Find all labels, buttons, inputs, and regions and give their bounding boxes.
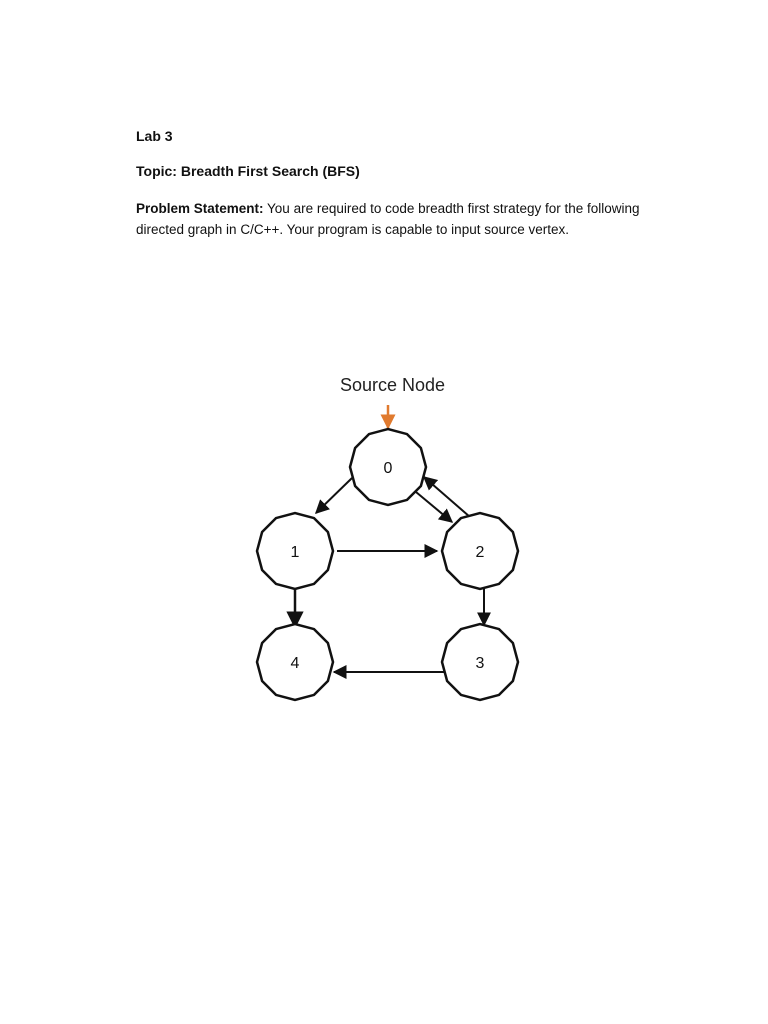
- edge-2-to-0: [424, 477, 470, 517]
- node-label: 4: [290, 655, 300, 672]
- node-4: [257, 624, 333, 700]
- lab-title: Lab 3: [136, 128, 173, 144]
- problem-statement-label: Problem Statement:: [136, 201, 264, 216]
- node-label: 3: [475, 655, 485, 672]
- edge-0-to-1: [316, 478, 352, 513]
- topic-heading: Topic: Breadth First Search (BFS): [136, 163, 360, 179]
- node-label: 0: [383, 460, 393, 477]
- node-0: [350, 429, 426, 505]
- node-1: [257, 513, 333, 589]
- node-label: 2: [475, 544, 485, 561]
- node-2: [442, 513, 518, 589]
- problem-statement-text: You are required to code breadth first strategy for the following directed graph in C/C++. Your program is capable to input source vertex.: [136, 201, 640, 237]
- source-node-label: Source Node: [340, 375, 446, 395]
- node-3: [442, 624, 518, 700]
- node-label: 1: [290, 544, 300, 561]
